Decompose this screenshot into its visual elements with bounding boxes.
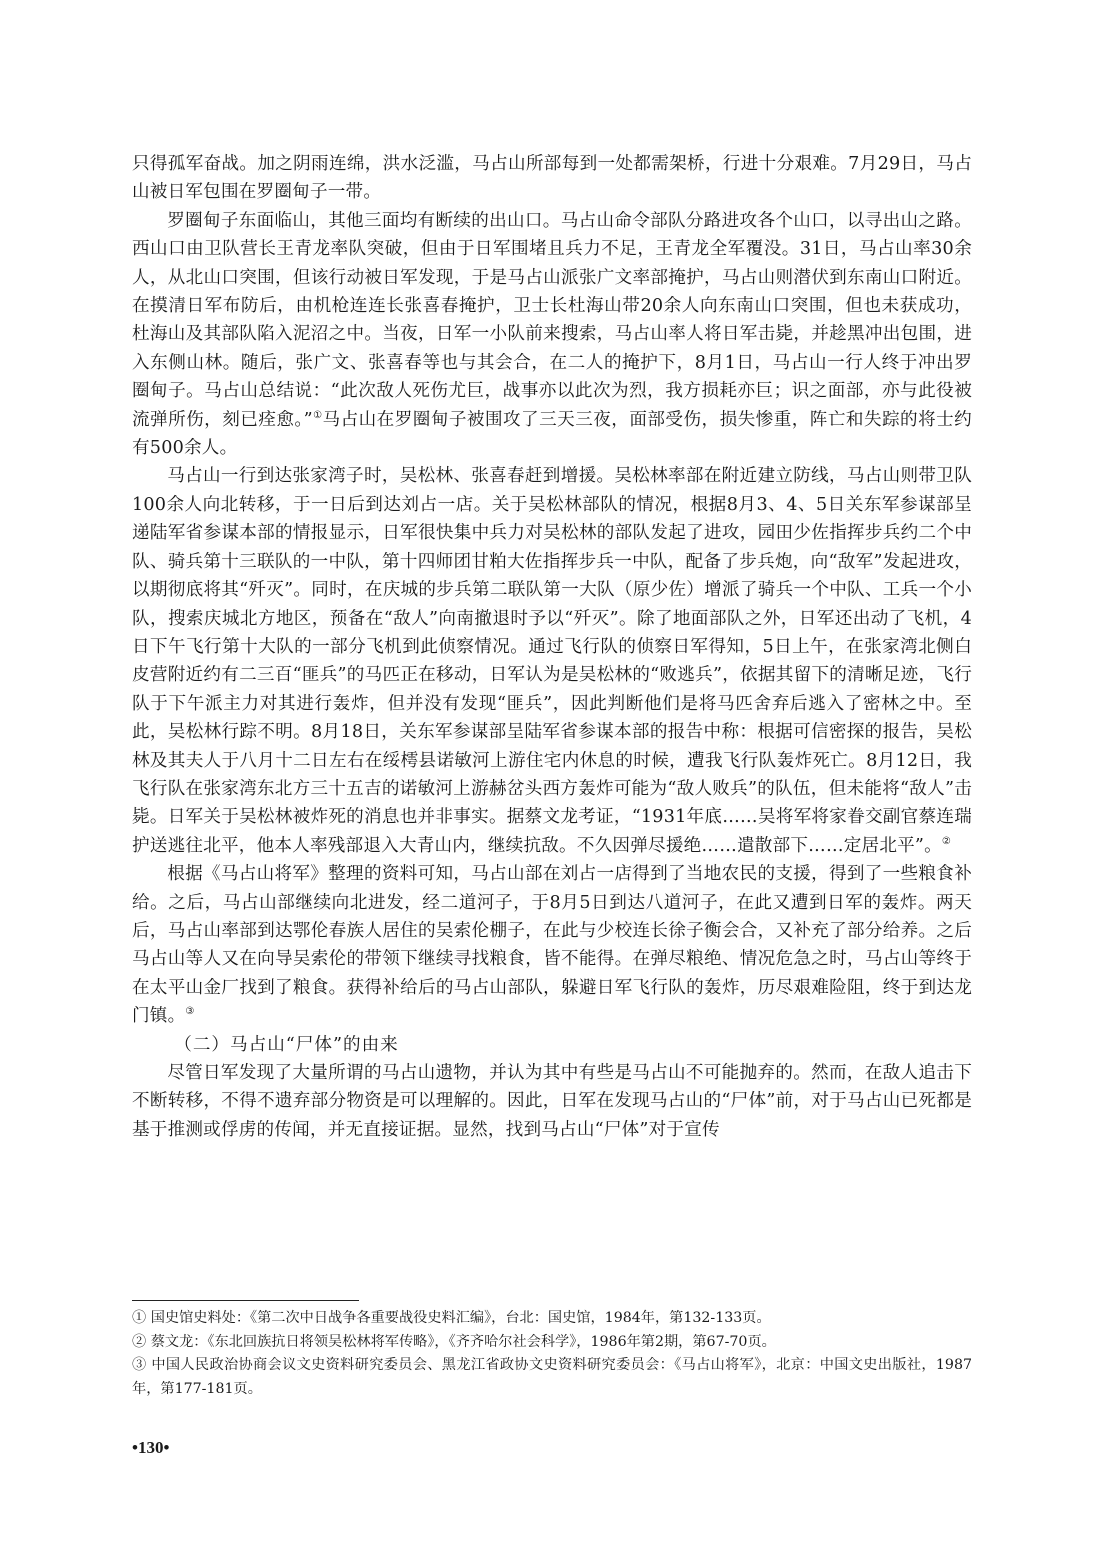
paragraph-4-text: 根据《马占山将军》整理的资料可知，马占山部在刘占一店得到了当地农民的支援，得到了一些粮食补给。之后，马占山部继续向北进发，经二道河子，于8月5日到达八道河子，在此又遭到日军的轰炸。两天后，马占山率部到达鄂伦春族人居住的吴索伦棚子，在此与少校连长徐子衡会合，又补充了部分给养。之后马占山等人又在向导吴索伦的带领下继续寻找粮食，皆不能得。在弹尽粮绝、情况危急之时，马占山等终于在太平山金厂找到了粮食。获得补给后的马占山部队，躲避日军飞行队的轰炸，历尽艰难险阻，终于到达龙门镇。 [132, 864, 972, 1027]
footnote-1: ① 国史馆史料处：《第二次中日战争各重要战役史料汇编》，台北：国史馆，1984年，第132-133页。 [132, 1310, 771, 1326]
footnote-3: ③ 中国人民政治协商会议文史资料研究委员会、黑龙江省政协文史资料研究委员会：《马占山将军》，北京：中国文史出版社，1987年，第177-181页。 [132, 1357, 972, 1397]
paragraph-3-text: 马占山一行到达张家湾子时，吴松林、张喜春赶到增援。吴松林率部在附近建立防线，马占山则带卫队100余人向北转移，于一日后到达刘占一店。关于吴松林部队的情况，根据8月3、4、5日关东军参谋部呈递陆军省参谋本部的情报显示，日军很快集中兵力对吴松林的部队发起了进攻，园田少佐指挥步兵约二个中队、骑兵第十三联队的一中队，第十四师团甘粕大佐指挥步兵一中队，配备了步兵炮，向“敌军”发起进攻，以期彻底将其“歼灭”。同时，在庆城的步兵第二联队第一大队（原少佐）增派了骑兵一个中队、工兵一个小队，搜索庆城北方地区，预备在“敌人”向南撤退时予以“歼灭”。除了地面部队之外，日军还出动了飞机，4日下午飞行第十大队的一部分飞机到此侦察情况。通过飞行队的侦察日军得知，5日上午，在张家湾北侧白皮营附近约有二三百“匪兵”的马匹正在移动，日军认为是吴松林的“败逃兵”，依据其留下的清晰足迹，飞行队于下午派主力对其进行轰炸，但并没有发现“匪兵”，因此判断他们是将马匹舍弃后逃入了密林之中。至此，吴松林行踪不明。8月18日，关东军参谋部呈陆军省参谋本部的报告中称：根据可信密探的报告，吴松林及其夫人于八月十二日左右在绥樗县诺敏河上游住宅内休息的时候，遭我飞行队轰炸死亡。8月12日，我飞行队在张家湾东北方三十五吉的诺敏河上游赫岔头西方轰炸可能为“敌人败兵”的队伍，但未能将“敌人”击毙。日军关于吴松林被炸死的消息也并非事实。据蔡文龙考证，“1931年底……吴将军将家眷交副官蔡连瑞护送逃往北平，他本人率残部退入大青山内，继续抗敌。不久因弹尽援绝……遣散部下……定居北平”。 [132, 466, 972, 856]
paragraph-4 [132, 860, 972, 1030]
paragraph-5-text: 尽管日军发现了大量所谓的马占山遗物，并认为其中有些是马占山不可能抛弃的。然而，在敌人追击下不断转移，不得不遗弃部分物资是可以理解的。因此，日军在发现马占山的“尸体”前，对于马占山已死都是基于推测或俘虏的传闻，并无直接证据。显然，找到马占山“尸体”对于宣传 [132, 1063, 972, 1140]
page-body [132, 150, 972, 1144]
footnote-ref-1[interactable]: ① [312, 409, 323, 421]
footnote-ref-3[interactable]: ③ [185, 1006, 195, 1018]
paragraph-2 [132, 207, 972, 463]
footnotes [132, 1307, 972, 1401]
paragraph-1 [132, 150, 972, 207]
paragraph-5 [132, 1059, 972, 1144]
paragraph-2-text-cont: 马占山在罗圈甸子被围攻了三天三夜，面部受伤，损失惨重，阵亡和失踪的将士约有500余人。 [132, 409, 972, 459]
paragraph-2-text: 罗圈甸子东面临山，其他三面均有断续的出山口。马占山命令部队分路进攻各个山口，以寻出山之路。西山口由卫队营长王青龙率队突破，但由于日军围堵且兵力不足，王青龙全军覆没。31日，马占山率30余人，从北山口突围，但该行动被日军发现，于是马占山派张广文率部掩护，马占山则潜伏到东南山口附近。在摸清日军布防后，由机枪连连长张喜春掩护，卫士长杜海山带20余人向东南山口突围，但也未获成功，杜海山及其部队陷入泥沼之中。当夜，日军一小队前来搜索，马占山率人将日军击毙，并趁黑冲出包围，进入东侧山林。随后，张广文、张喜春等也与其会合，在二人的掩护下，8月1日，马占山一行人终于冲出罗圈甸子。马占山总结说：“此次敌人死伤尤巨，战事亦以此次为烈，我方损耗亦巨；识之面部，亦与此役被流弹所伤，刻已痊愈。” [132, 210, 972, 430]
footnote-ref-2[interactable]: ② [941, 835, 952, 847]
section-heading: （二）马占山“尸体”的由来 [174, 1034, 399, 1055]
paragraph-3 [132, 462, 972, 860]
footnote-2: ② 蔡文龙：《东北回族抗日将领吴松林将军传略》，《齐齐哈尔社会科学》，1986年第2期，第67-70页。 [132, 1333, 776, 1350]
footnote-divider [132, 1300, 359, 1301]
paragraph-1-text: 只得孤军奋战。加之阴雨连绵，洪水泛滥，马占山所部每到一处都需架桥，行进十分艰难。7月29日，马占山被日军包围在罗圈甸子一带。 [132, 154, 972, 203]
page-number: •130• [132, 1438, 170, 1457]
